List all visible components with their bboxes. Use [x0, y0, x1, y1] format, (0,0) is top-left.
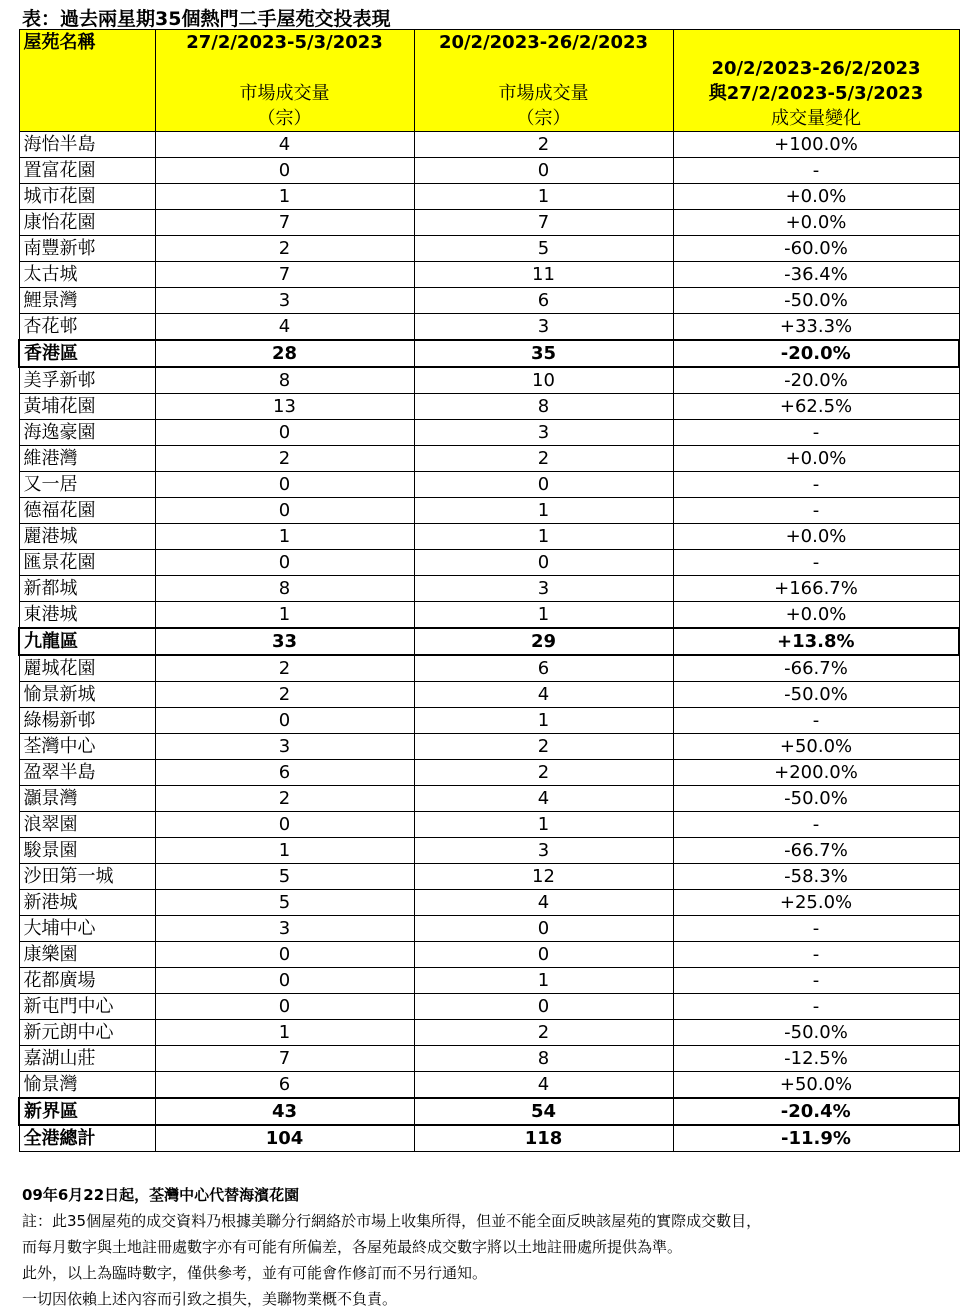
footnote-line: 一切因依賴上述內容而引致之損失，美聯物業概不負責。 — [22, 1290, 398, 1308]
estate-name-cell: 香港區 — [19, 340, 155, 367]
table-row — [19, 864, 959, 890]
footnote-line: 此外，以上為臨時數字，僅供參考，並有可能會作修訂而不另行通知。 — [22, 1264, 488, 1282]
period2-volume-cell: 4 — [414, 786, 673, 812]
table-row — [19, 786, 959, 812]
table-row — [19, 394, 959, 420]
table-row — [19, 446, 959, 472]
table-row — [19, 210, 959, 236]
table-row — [19, 550, 959, 576]
estate-name-cell: 匯景花園 — [19, 550, 155, 576]
change-cell: +50.0% — [673, 1072, 959, 1099]
change-cell: - — [673, 472, 959, 498]
period1-volume-cell: 8 — [155, 576, 414, 602]
period2-volume-cell: 3 — [414, 838, 673, 864]
change-cell: - — [673, 916, 959, 942]
page-title: 表：過去兩星期35個熱門二手屋苑交投表現 — [22, 8, 391, 30]
period2-volume-cell: 6 — [414, 655, 673, 682]
header-change-line3: 成交量變化 — [771, 108, 861, 129]
table-row — [19, 602, 959, 629]
change-cell: -60.0% — [673, 236, 959, 262]
table-row — [19, 158, 959, 184]
estate-name-cell: 維港灣 — [19, 446, 155, 472]
table-row — [19, 1072, 959, 1099]
change-cell: +62.5% — [673, 394, 959, 420]
period1-volume-cell: 0 — [155, 812, 414, 838]
grand-total-row — [19, 1125, 959, 1152]
change-cell: -50.0% — [673, 682, 959, 708]
period2-volume-cell: 0 — [414, 916, 673, 942]
table-row — [19, 708, 959, 734]
change-cell: +13.8% — [673, 628, 959, 655]
period2-volume-cell: 1 — [414, 812, 673, 838]
change-cell: -20.4% — [673, 1098, 959, 1125]
estate-name-cell: 康怡花園 — [19, 210, 155, 236]
period1-volume-cell: 104 — [155, 1125, 414, 1152]
table-row — [19, 1020, 959, 1046]
estate-name-cell: 城市花園 — [19, 184, 155, 210]
change-cell: +50.0% — [673, 734, 959, 760]
period2-volume-cell: 4 — [414, 890, 673, 916]
header-period2-volume: 市場成交量 — [498, 83, 589, 104]
period2-volume-cell: 12 — [414, 864, 673, 890]
period2-volume-cell: 29 — [414, 628, 673, 655]
period1-volume-cell: 0 — [155, 420, 414, 446]
period1-volume-cell: 0 — [155, 472, 414, 498]
estate-name-cell: 東港城 — [19, 602, 155, 629]
estate-name-cell: 新屯門中心 — [19, 994, 155, 1020]
period2-volume-cell: 0 — [414, 942, 673, 968]
period1-volume-cell: 0 — [155, 550, 414, 576]
period1-volume-cell: 7 — [155, 262, 414, 288]
period1-volume-cell: 1 — [155, 838, 414, 864]
change-cell: -50.0% — [673, 1020, 959, 1046]
period1-volume-cell: 2 — [155, 682, 414, 708]
period1-volume-cell: 33 — [155, 628, 414, 655]
table-row — [19, 890, 959, 916]
header-period1-volume: 市場成交量 — [239, 83, 330, 104]
district-subtotal-row — [19, 1098, 959, 1125]
period1-volume-cell: 1 — [155, 524, 414, 550]
period1-volume-cell: 0 — [155, 498, 414, 524]
period2-volume-cell: 3 — [414, 314, 673, 341]
change-cell: - — [673, 498, 959, 524]
table-row — [19, 812, 959, 838]
period2-volume-cell: 0 — [414, 472, 673, 498]
period2-volume-cell: 54 — [414, 1098, 673, 1125]
period1-volume-cell: 0 — [155, 994, 414, 1020]
period1-volume-cell: 3 — [155, 734, 414, 760]
period2-volume-cell: 0 — [414, 158, 673, 184]
footnote-line: 註：此35個屋苑的成交資料乃根據美聯分行網絡於市場上收集所得，但並不能全面反映該屋苑的實際成交數目， — [22, 1212, 762, 1230]
table-body — [19, 132, 959, 1152]
table-row — [19, 262, 959, 288]
estate-name-cell: 鯉景灣 — [19, 288, 155, 314]
change-cell: - — [673, 708, 959, 734]
change-cell: -20.0% — [673, 367, 959, 394]
header-period2-dates: 20/2/2023-26/2/2023 — [438, 32, 649, 53]
period2-volume-cell: 3 — [414, 420, 673, 446]
period2-volume-cell: 4 — [414, 1072, 673, 1099]
period2-volume-cell: 6 — [414, 288, 673, 314]
estate-name-cell: 愉景灣 — [19, 1072, 155, 1099]
estate-name-cell: 又一居 — [19, 472, 155, 498]
estate-name-cell: 嘉湖山莊 — [19, 1046, 155, 1072]
table-row — [19, 367, 959, 394]
period2-volume-cell: 2 — [414, 1020, 673, 1046]
period2-volume-cell: 0 — [414, 550, 673, 576]
estate-name-cell: 九龍區 — [19, 628, 155, 655]
period2-volume-cell: 1 — [414, 524, 673, 550]
table-row — [19, 132, 959, 158]
change-cell: - — [673, 968, 959, 994]
period2-volume-cell: 2 — [414, 734, 673, 760]
header-period1 — [155, 30, 414, 132]
change-cell: -50.0% — [673, 288, 959, 314]
header-period1-dates: 27/2/2023-5/3/2023 — [186, 32, 383, 53]
table-row — [19, 760, 959, 786]
header-change-line1: 20/2/2023-26/2/2023 — [711, 58, 921, 79]
footnote-replacement: 09年6月22日起，荃灣中心代替海濱花園 — [22, 1186, 300, 1204]
period1-volume-cell: 2 — [155, 786, 414, 812]
period2-volume-cell: 4 — [414, 682, 673, 708]
header-period2-unit: （宗） — [516, 108, 571, 129]
estate-name-cell: 灝景灣 — [19, 786, 155, 812]
change-cell: -11.9% — [673, 1125, 959, 1152]
change-cell: +0.0% — [673, 602, 959, 629]
change-cell: - — [673, 942, 959, 968]
table-row — [19, 916, 959, 942]
change-cell: - — [673, 812, 959, 838]
table-row — [19, 1046, 959, 1072]
period2-volume-cell: 2 — [414, 760, 673, 786]
period2-volume-cell: 1 — [414, 708, 673, 734]
change-cell: +200.0% — [673, 760, 959, 786]
table-row — [19, 968, 959, 994]
period2-volume-cell: 0 — [414, 994, 673, 1020]
estate-name-cell: 全港總計 — [19, 1125, 155, 1152]
period1-volume-cell: 0 — [155, 942, 414, 968]
table-row — [19, 498, 959, 524]
table-row — [19, 734, 959, 760]
estate-name-cell: 新港城 — [19, 890, 155, 916]
period1-volume-cell: 1 — [155, 184, 414, 210]
estate-name-cell: 駿景園 — [19, 838, 155, 864]
period2-volume-cell: 1 — [414, 602, 673, 629]
table-row — [19, 682, 959, 708]
footnote-line: 而每月數字與土地註冊處數字亦有可能有所偏差，各屋苑最終成交數字將以土地註冊處所提供為準。 — [22, 1238, 683, 1256]
estate-name-cell: 海怡半島 — [19, 132, 155, 158]
estate-name-cell: 新都城 — [19, 576, 155, 602]
table-row — [19, 472, 959, 498]
change-cell: - — [673, 158, 959, 184]
period2-volume-cell: 3 — [414, 576, 673, 602]
period1-volume-cell: 28 — [155, 340, 414, 367]
period2-volume-cell: 11 — [414, 262, 673, 288]
period1-volume-cell: 6 — [155, 1072, 414, 1099]
period2-volume-cell: 8 — [414, 394, 673, 420]
table-row — [19, 524, 959, 550]
period2-volume-cell: 10 — [414, 367, 673, 394]
change-cell: +25.0% — [673, 890, 959, 916]
change-cell: +0.0% — [673, 210, 959, 236]
change-cell: - — [673, 994, 959, 1020]
estate-name-cell: 美孚新邨 — [19, 367, 155, 394]
change-cell: +0.0% — [673, 184, 959, 210]
period1-volume-cell: 4 — [155, 314, 414, 341]
period2-volume-cell: 8 — [414, 1046, 673, 1072]
header-change — [673, 30, 959, 132]
table-row — [19, 184, 959, 210]
change-cell: - — [673, 420, 959, 446]
change-cell: +0.0% — [673, 446, 959, 472]
change-cell: -50.0% — [673, 786, 959, 812]
period2-volume-cell: 7 — [414, 210, 673, 236]
table-row — [19, 288, 959, 314]
period1-volume-cell: 1 — [155, 602, 414, 629]
estate-name-cell: 康樂園 — [19, 942, 155, 968]
change-cell: -58.3% — [673, 864, 959, 890]
period1-volume-cell: 3 — [155, 916, 414, 942]
estate-name-cell: 荃灣中心 — [19, 734, 155, 760]
estate-name-cell: 花都廣場 — [19, 968, 155, 994]
period1-volume-cell: 5 — [155, 864, 414, 890]
period2-volume-cell: 5 — [414, 236, 673, 262]
change-cell: +0.0% — [673, 524, 959, 550]
period1-volume-cell: 4 — [155, 132, 414, 158]
period2-volume-cell: 1 — [414, 498, 673, 524]
estate-name-cell: 麗城花園 — [19, 655, 155, 682]
change-cell: +166.7% — [673, 576, 959, 602]
header-period2 — [414, 30, 673, 132]
table-row — [19, 942, 959, 968]
estate-name-cell: 太古城 — [19, 262, 155, 288]
estate-name-cell: 新元朗中心 — [19, 1020, 155, 1046]
period1-volume-cell: 43 — [155, 1098, 414, 1125]
change-cell: +100.0% — [673, 132, 959, 158]
estate-name-cell: 新界區 — [19, 1098, 155, 1125]
period1-volume-cell: 1 — [155, 1020, 414, 1046]
estate-name-cell: 沙田第一城 — [19, 864, 155, 890]
estate-name-cell: 置富花園 — [19, 158, 155, 184]
table-row — [19, 838, 959, 864]
period1-volume-cell: 2 — [155, 446, 414, 472]
header-estate-name: 屋苑名稱 — [19, 30, 155, 132]
estate-name-cell: 黃埔花園 — [19, 394, 155, 420]
period1-volume-cell: 13 — [155, 394, 414, 420]
change-cell: -66.7% — [673, 838, 959, 864]
period1-volume-cell: 0 — [155, 708, 414, 734]
estate-name-cell: 海逸豪園 — [19, 420, 155, 446]
period1-volume-cell: 3 — [155, 288, 414, 314]
period2-volume-cell: 2 — [414, 132, 673, 158]
period1-volume-cell: 2 — [155, 236, 414, 262]
period1-volume-cell: 7 — [155, 1046, 414, 1072]
change-cell: -66.7% — [673, 655, 959, 682]
estate-name-cell: 綠楊新邨 — [19, 708, 155, 734]
period2-volume-cell: 1 — [414, 184, 673, 210]
header-change-line2: 與27/2/2023-5/3/2023 — [708, 83, 924, 104]
period1-volume-cell: 5 — [155, 890, 414, 916]
period1-volume-cell: 8 — [155, 367, 414, 394]
change-cell: +33.3% — [673, 314, 959, 341]
header-period1-unit: （宗） — [257, 108, 312, 129]
period1-volume-cell: 0 — [155, 968, 414, 994]
estate-name-cell: 德福花園 — [19, 498, 155, 524]
change-cell: -20.0% — [673, 340, 959, 367]
table-header-row — [19, 30, 959, 132]
table-row — [19, 576, 959, 602]
table-row — [19, 314, 959, 341]
period1-volume-cell: 6 — [155, 760, 414, 786]
estate-name-cell: 南豐新邨 — [19, 236, 155, 262]
footnotes — [22, 1182, 962, 1312]
estate-name-cell: 大埔中心 — [19, 916, 155, 942]
period1-volume-cell: 0 — [155, 158, 414, 184]
district-subtotal-row — [19, 628, 959, 655]
transaction-table — [18, 29, 960, 1152]
period2-volume-cell: 35 — [414, 340, 673, 367]
period2-volume-cell: 1 — [414, 968, 673, 994]
period2-volume-cell: 118 — [414, 1125, 673, 1152]
change-cell: -36.4% — [673, 262, 959, 288]
period2-volume-cell: 2 — [414, 446, 673, 472]
change-cell: -12.5% — [673, 1046, 959, 1072]
district-subtotal-row — [19, 340, 959, 367]
table-row — [19, 236, 959, 262]
estate-name-cell: 盈翠半島 — [19, 760, 155, 786]
table-row — [19, 994, 959, 1020]
change-cell: - — [673, 550, 959, 576]
table-row — [19, 420, 959, 446]
estate-name-cell: 杏花邨 — [19, 314, 155, 341]
table-row — [19, 655, 959, 682]
period1-volume-cell: 7 — [155, 210, 414, 236]
estate-name-cell: 愉景新城 — [19, 682, 155, 708]
estate-name-cell: 麗港城 — [19, 524, 155, 550]
period1-volume-cell: 2 — [155, 655, 414, 682]
estate-name-cell: 浪翠園 — [19, 812, 155, 838]
